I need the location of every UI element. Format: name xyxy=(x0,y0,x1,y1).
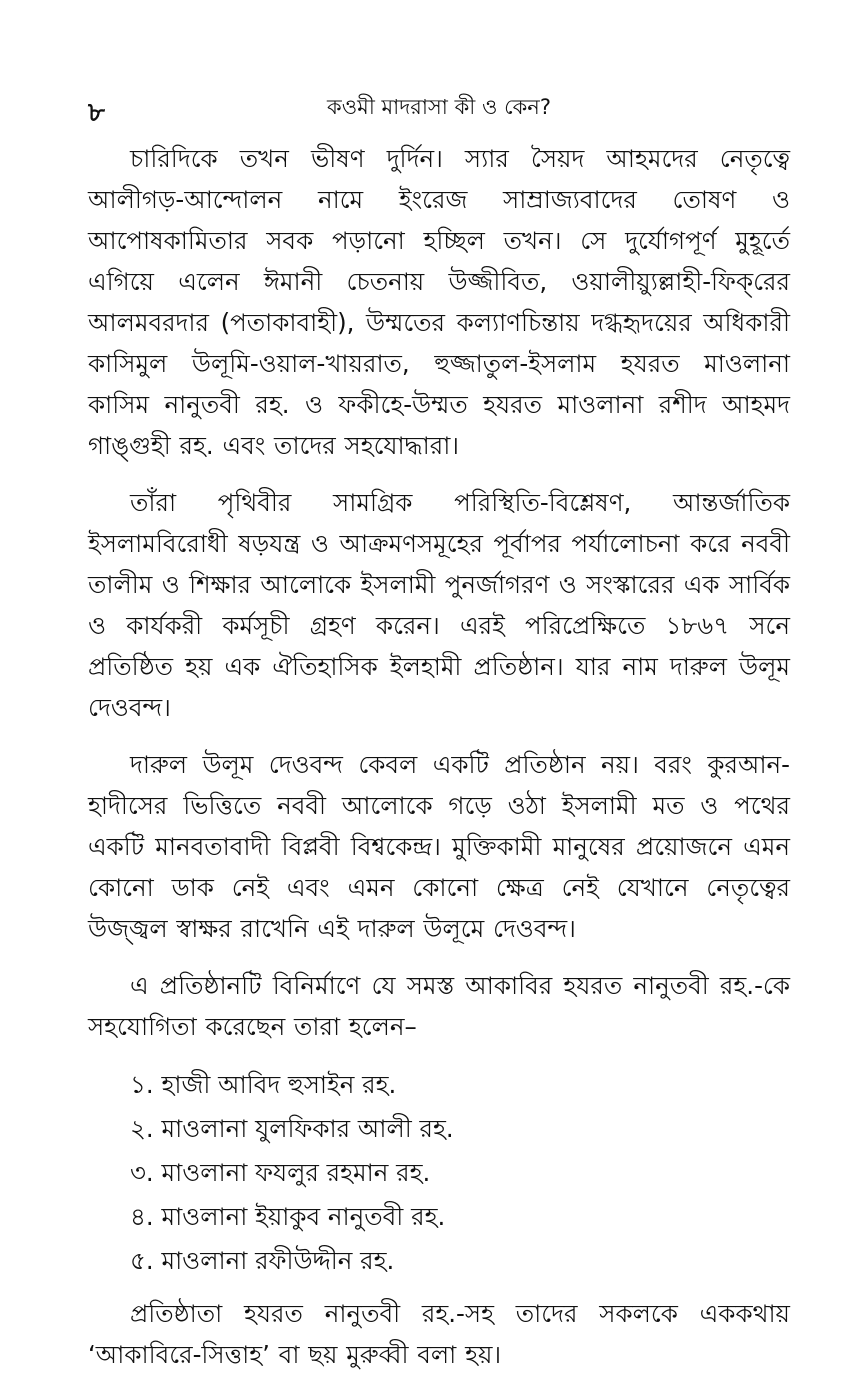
list-item: ১. হাজী আবিদ হুসাইন রহ. xyxy=(130,1070,397,1099)
paragraph-4: এ প্রতিষ্ঠানটি বিনির্মাণে যে সমস্ত আকাবির হযরত নানুতবী রহ.-কে সহযোগিতা করেছেন তারা হলেন– xyxy=(88,971,790,1041)
page-header xyxy=(88,88,790,128)
list-item: ৪. মাওলানা ইয়াকুব নানুতবী রহ. xyxy=(130,1202,446,1231)
paragraph-2: তাঁরা পৃথিবীর সামগ্রিক পরিস্থিতি-বিশ্লেষণ, আন্তর্জাতিক ইসলামবিরোধী ষড়যন্ত্র ও আক্রমণসমূহের পূর্বাপর পর্যালোচনা করে নববী তালীম ও শিক্ষার আলোকে ইসলামী পুনর্জাগরণ ও সংস্কারের এক সার্বিক ও কার্যকরী কর্মসূচী গ্রহণ করেন। এরই পরিপ্রেক্ষিতে ১৮৬৭ সনে প্রতিষ্ঠিত হয় এক ঐতিহাসিক ইলহামী প্রতিষ্ঠান। যার নাম দারুল উলূম দেওবন্দ। xyxy=(88,488,790,722)
founders-list xyxy=(88,1063,790,1283)
closing-paragraph: প্রতিষ্ঠাতা হযরত নানুতবী রহ.-সহ তাদের সকলকে এককথায় ‘আকাবিরে-সিত্তাহ’ বা ছয় মুরুব্বী বলা হয়। xyxy=(88,1299,790,1369)
list-item: ২. মাওলানা যুলফিকার আলী রহ. xyxy=(130,1114,454,1143)
list-item: ৫. মাওলানা রফীউদ্দীন রহ. xyxy=(130,1246,395,1275)
page-number: ৮ xyxy=(88,98,105,128)
running-title: কওমী মাদরাসা কী ও কেন? xyxy=(327,94,551,119)
list-item: ৩. মাওলানা ফযলুর রহমান রহ. xyxy=(130,1158,431,1187)
paragraph-1: চারিদিকে তখন ভীষণ দুর্দিন। স্যার সৈয়দ আহমদের নেতৃত্বে আলীগড়-আন্দোলন নামে ইংরেজ সাম্রাজ্যবাদের তোষণ ও আপোষকামিতার সবক পড়ানো হচ্ছিল তখন। সে দুর্যোগপূর্ণ মুহূর্তে এগিয়ে এলেন ঈমানী চেতনায় উজ্জীবিত, ওয়ালীয়্যুল্লাহী-ফিক্‌রের আলমবরদার (পতাকাবাহী), উম্মতের কল্যাণচিন্তায় দগ্ধহৃদয়ের অধিকারী কাসিমুল উলূমি-ওয়াল-খায়রাত, হুজ্জাতুল-ইসলাম হযরত মাওলানা কাসিম নানুতবী রহ. ও ফকীহে-উম্মত হযরত মাওলানা রশীদ আহমদ গাঙ্গুহী রহ. এবং তাদের সহযোদ্ধারা। xyxy=(88,144,790,460)
paragraph-3: দারুল উলূম দেওবন্দ কেবল একটি প্রতিষ্ঠান নয়। বরং কুরআন-হাদীসের ভিত্তিতে নববী আলোকে গড়ে ওঠা ইসলামী মত ও পথের একটি মানবতাবাদী বিপ্লবী বিশ্বকেন্দ্র। মুক্তিকামী মানুষের প্রয়োজনে এমন কোনো ডাক নেই এবং এমন কোনো ক্ষেত্র নেই যেখানে নেতৃত্বের উজ্জ্বল স্বাক্ষর রাখেনি এই দারুল উলূমে দেওবন্দ। xyxy=(88,750,790,943)
